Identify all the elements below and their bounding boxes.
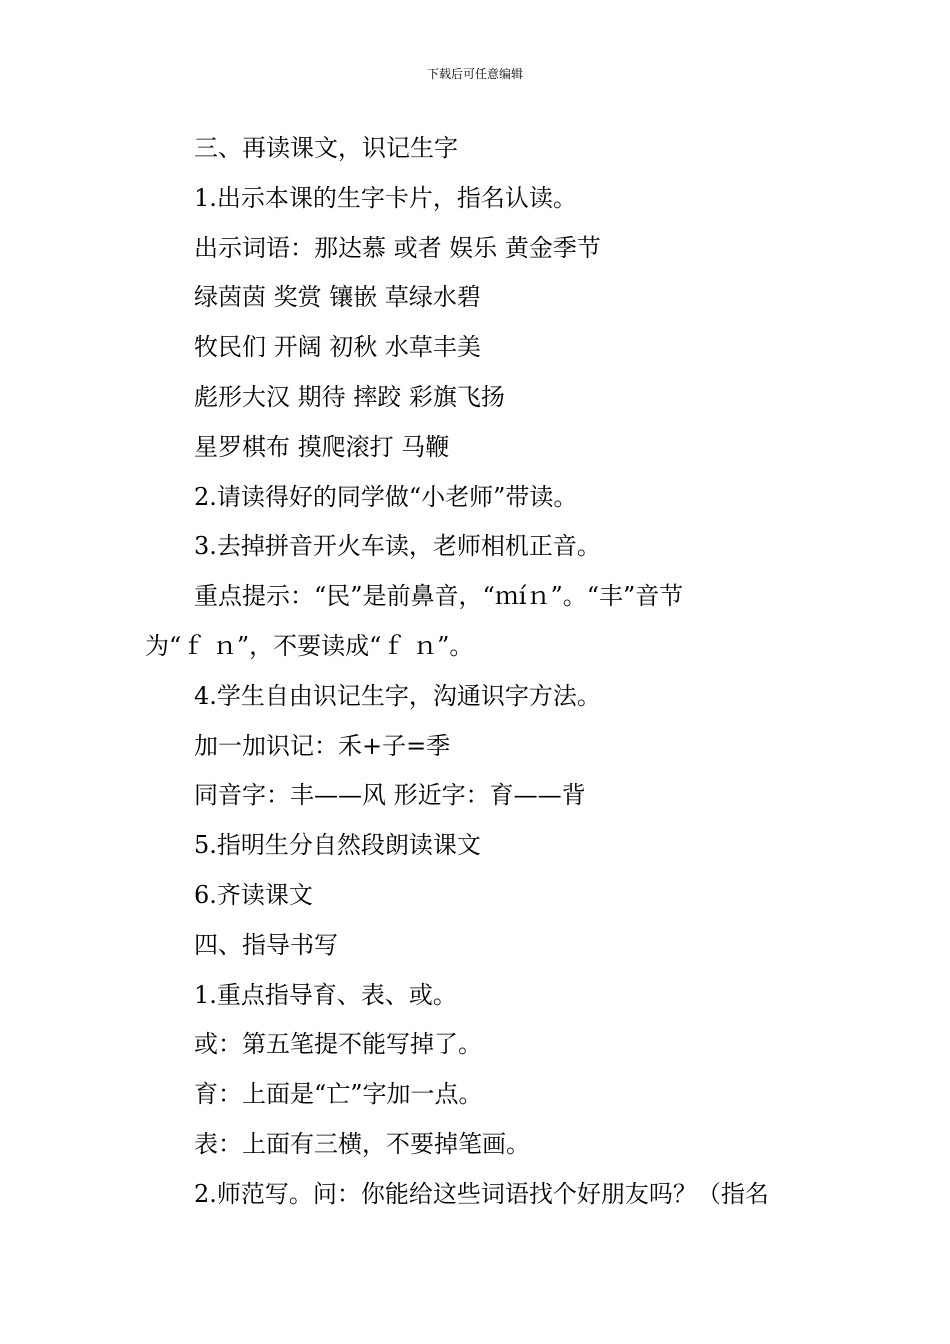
document-body <box>145 124 810 1220</box>
paragraph-line: 四、指导书写 <box>194 930 338 959</box>
paragraph-line: 重点提示：“民”是前鼻音，“ｍíｎ”。“丰”音节 <box>194 582 684 611</box>
paragraph-line: 1.出示本课的生字卡片，指名认读。 <box>194 183 577 212</box>
paragraph-line: 为“ｆ ｎ”，不要读成“ｆ ｎ”。 <box>145 631 474 660</box>
paragraph-line: 6.齐读课文 <box>194 880 313 909</box>
paragraph-line: 育：上面是“亡”字加一点。 <box>194 1080 483 1109</box>
paragraph-line: 彪形大汉 期待 摔跤 彩旗飞扬 <box>194 382 505 411</box>
paragraph-line: 5.指明生分自然段朗读课文 <box>194 831 481 860</box>
paragraph-line: 加一加识记：禾+子=季 <box>194 731 451 760</box>
paragraph-line: 三、再读课文，识记生字 <box>194 134 458 162</box>
paragraph-line: 3.去掉拼音开火车读，老师相机正音。 <box>194 532 601 561</box>
paragraph-line: 绿茵茵 奖赏 镶嵌 草绿水碧 <box>194 283 481 312</box>
page-header: 下载后可任意编辑 <box>426 67 523 81</box>
paragraph-line: 2.师范写。问：你能给这些词语找个好朋友吗？（指名 <box>194 1179 769 1208</box>
paragraph-line: 4.学生自由识记生字，沟通识字方法。 <box>194 681 601 710</box>
paragraph-line: 牧民们 开阔 初秋 水草丰美 <box>194 333 481 362</box>
paragraph-line: 星罗棋布 摸爬滚打 马鞭 <box>194 432 450 461</box>
paragraph-line: 2.请读得好的同学做“小老师”带读。 <box>194 482 578 511</box>
paragraph-line: 同音字：丰——风 形近字：育——背 <box>194 781 586 810</box>
paragraph-line: 出示词语：那达慕 或者 娱乐 黄金季节 <box>194 233 601 262</box>
paragraph-line: 表：上面有三横，不要掉笔画。 <box>194 1129 530 1158</box>
paragraph-line: 或：第五笔提不能写掉了。 <box>194 1030 482 1059</box>
paragraph-line: 1.重点指导育、表、或。 <box>194 980 457 1009</box>
